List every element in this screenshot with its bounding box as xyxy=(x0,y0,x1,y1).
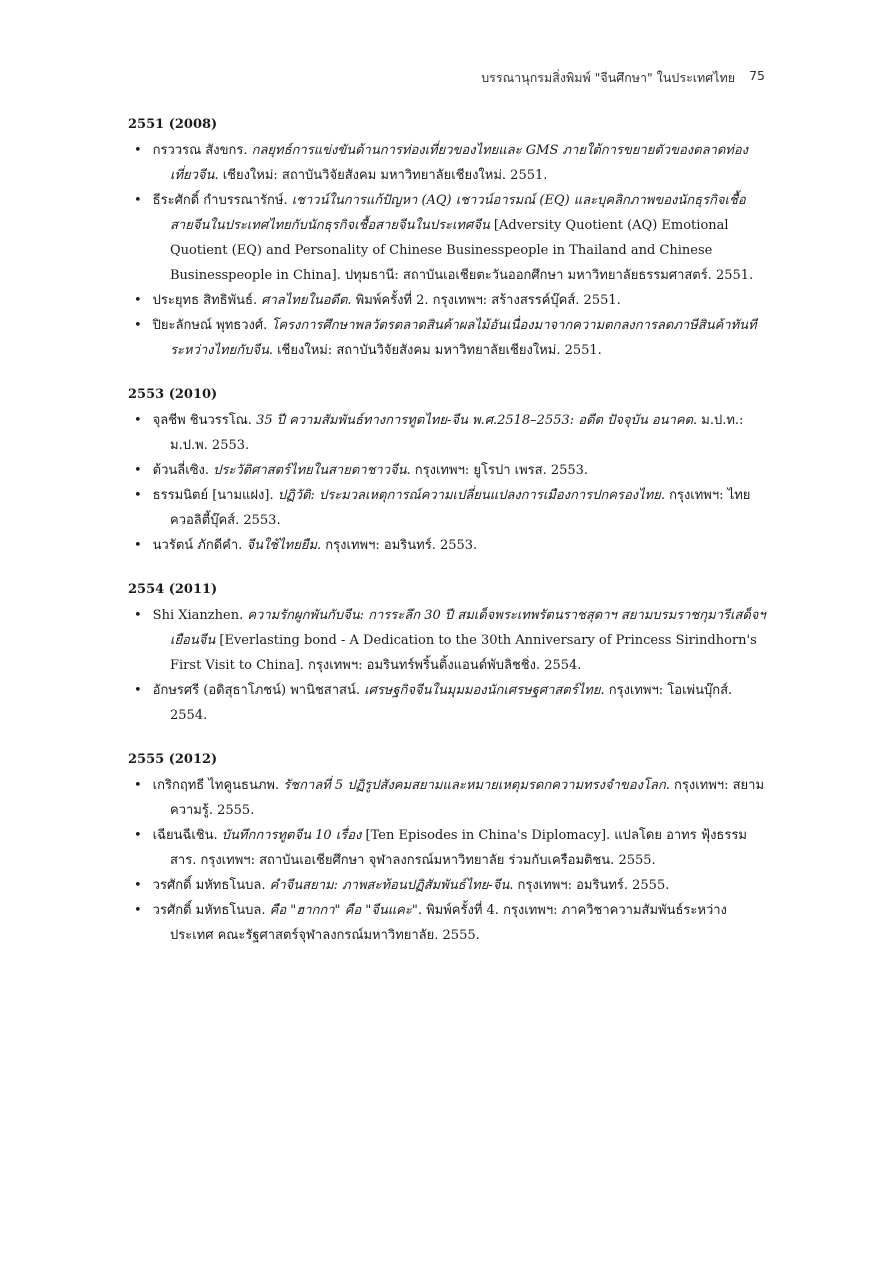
entry-title: ศาลไทยในอดีต xyxy=(261,293,348,308)
entry-title: รัชกาลที่ 5 ปฏิรูปสังคมสยามและหมายเหตุมรดกความทรงจำของโลก xyxy=(283,778,666,793)
year-section xyxy=(128,752,768,948)
entry-rest: [Everlasting bond - A Dedication to the 30th Anniversary of Princess Sirindhorn's First Visit to China]. กรุงเทพฯ: อมรินทร์พริ้นติ้งแอนด์พับลิชชิ่ง. 2554. xyxy=(170,633,757,673)
bib-entry xyxy=(128,533,768,558)
year-section xyxy=(128,387,768,558)
bib-entry xyxy=(128,408,768,458)
entry-title: บันทึกการทูตจีน 10 เรื่อง xyxy=(221,828,362,843)
entry-title: คำจีนสยาม: ภาพสะท้อนปฏิสัมพันธ์ไทย-จีน xyxy=(269,878,510,893)
entry-title: กลยุทธ์การแข่งขันด้านการท่องเที่ยวของไทยและ GMS ภายใต้การขยายตัวของตลาดท่องเที่ยวจีน xyxy=(170,143,748,183)
running-title: บรรณานุกรมสิ่งพิมพ์ "จีนศึกษา" ในประเทศไทย xyxy=(481,70,736,85)
entry-title: 35 ปี ความสัมพันธ์ทางการทูตไทย-จีน พ.ศ.2518–2553: อดีต ปัจจุบัน อนาคต xyxy=(256,413,693,428)
entry-author: วรศักดิ์ มหัทธโนบล. xyxy=(152,878,270,893)
bib-entry xyxy=(128,873,768,898)
bib-entry xyxy=(128,313,768,363)
entry-author: Shi Xianzhen. xyxy=(152,608,248,623)
year-heading: 2554 (2011) xyxy=(128,582,218,597)
entry-title: โครงการศึกษาพลวัตรตลาดสินค้าผลไม้อันเนื่องมาจากความตกลงการลดภาษีสินค้าทันทีระหว่างไทยกับจีน xyxy=(170,318,757,358)
year-section xyxy=(128,117,768,363)
entry-author: ปิยะลักษณ์ พุทธวงศ์. xyxy=(152,318,272,333)
bib-entry xyxy=(128,773,768,823)
entry-list xyxy=(128,773,768,948)
year-heading: 2551 (2008) xyxy=(128,117,218,132)
entry-rest: . กรุงเทพฯ: ไทยควอลิตี้บุ๊คส์. 2553. xyxy=(170,488,751,528)
entry-rest: [Adversity Quotient (AQ) Emotional Quotient (EQ) and Personality of Chinese Businesspeople in Thailand and Chinese Businesspeople in China]. ปทุมธานี: สถาบันเอเชียตะวันออกศึกษา มหาวิทยาลัยธรรมศาสตร์. 2551. xyxy=(170,218,754,283)
entry-rest: . กรุงเทพฯ: อมรินทร์. 2553. xyxy=(317,538,478,553)
bib-entry xyxy=(128,603,768,678)
entry-title: เชาวน์ในการแก้ปัญหา (AQ) เชาวน์อารมณ์ (EQ) และบุคลิกภาพของนักธุรกิจเชื้อสายจีนในประเทศไทยกับนักธุรกิจเชื้อสายจีนในประเทศจีน xyxy=(170,193,746,233)
entry-author: ประยุทธ สิทธิพันธ์. xyxy=(152,293,262,308)
entry-author: เกริกฤทธี ไทคูนธนภพ. xyxy=(152,778,284,793)
bib-entry xyxy=(128,188,768,288)
entry-rest: . กรุงเทพฯ: ยูโรปา เพรส. 2553. xyxy=(406,463,589,478)
entry-author: เฉียนฉีเชิน. xyxy=(152,828,222,843)
entry-title: เศรษฐกิจจีนในมุมมองนักเศรษฐศาสตร์ไทย xyxy=(364,683,601,698)
entry-rest: . กรุงเทพฯ: โอเพ่นบุ๊กส์. 2554. xyxy=(170,683,733,723)
bib-entry xyxy=(128,458,768,483)
entry-title: คือ "ฮากกา" คือ "จีนแคะ" xyxy=(269,903,418,918)
bib-entry xyxy=(128,823,768,873)
bib-entry xyxy=(128,138,768,188)
entry-rest: . พิมพ์ครั้งที่ 2. กรุงเทพฯ: สร้างสรรค์บุ๊คส์. 2551. xyxy=(347,293,621,308)
entry-author: ธีระศักดิ์ กำบรรณารักษ์. xyxy=(152,193,292,208)
entry-author: ธรรมนิตย์ [นามแฝง]. xyxy=(152,488,278,503)
bib-entry xyxy=(128,678,768,728)
bib-entry xyxy=(128,898,768,948)
year-section xyxy=(128,582,768,728)
entry-author: นวรัตน์ ภักดีคำ. xyxy=(152,538,247,553)
bibliography xyxy=(128,117,768,972)
entry-author: วรศักดิ์ มหัทธโนบล. xyxy=(152,903,270,918)
entry-author: ต้วนลี่เซิง. xyxy=(152,463,214,478)
year-heading: 2553 (2010) xyxy=(128,387,218,402)
entry-rest: . กรุงเทพฯ: สยามความรู้. 2555. xyxy=(170,778,765,818)
entry-title: ประวัติศาสตร์ไทยในสายตาชาวจีน xyxy=(213,463,407,478)
running-header xyxy=(481,68,765,88)
entry-rest: . เชียงใหม่: สถาบันวิจัยสังคม มหาวิทยาลัยเชียงใหม่. 2551. xyxy=(268,343,602,358)
entry-list xyxy=(128,408,768,558)
entry-rest: . ม.ป.ท.: ม.ป.พ. 2553. xyxy=(170,413,744,453)
entry-author: จุลชีพ ชินวรรโณ. xyxy=(152,413,257,428)
entry-rest: . เชียงใหม่: สถาบันวิจัยสังคม มหาวิทยาลัยเชียงใหม่. 2551. xyxy=(214,168,548,183)
bib-entry xyxy=(128,288,768,313)
entry-title: ปฏิวัติ: ประมวลเหตุการณ์ความเปลี่ยนแปลงการเมืองการปกครองไทย xyxy=(277,488,661,503)
entry-rest: . พิมพ์ครั้งที่ 4. กรุงเทพฯ: ภาควิชาความสัมพันธ์ระหว่างประเทศ คณะรัฐศาสตร์จุฬาลงกรณ์มหาวิทยาลัย. 2555. xyxy=(170,903,727,943)
entry-list xyxy=(128,603,768,728)
entry-rest: . กรุงเทพฯ: อมรินทร์. 2555. xyxy=(509,878,670,893)
entry-list xyxy=(128,138,768,363)
entry-title: จีนใช้ไทยยืม xyxy=(246,538,318,553)
entry-title: ความรักผูกพันกับจีน: การระลึก 30 ปี สมเด็จพระเทพรัตนราชสุดาฯ สยามบรมราชกุมารีเสด็จฯ เยือนจีน xyxy=(170,608,766,648)
year-heading: 2555 (2012) xyxy=(128,752,218,767)
entry-author: กรววรณ สังขกร. xyxy=(152,143,252,158)
page-number: 75 xyxy=(749,68,765,83)
bib-entry xyxy=(128,483,768,533)
entry-author: อักษรศรี (อดิสุธาโภชน์) พานิชสาสน์. xyxy=(152,683,365,698)
entry-rest: [Ten Episodes in China's Diplomacy]. แปลโดย อาทร ฟุ้งธรรมสาร. กรุงเทพฯ: สถาบันเอเชียศึกษา จุฬาลงกรณ์มหาวิทยาลัย ร่วมกับเครือมติชน. 2555. xyxy=(170,828,747,868)
